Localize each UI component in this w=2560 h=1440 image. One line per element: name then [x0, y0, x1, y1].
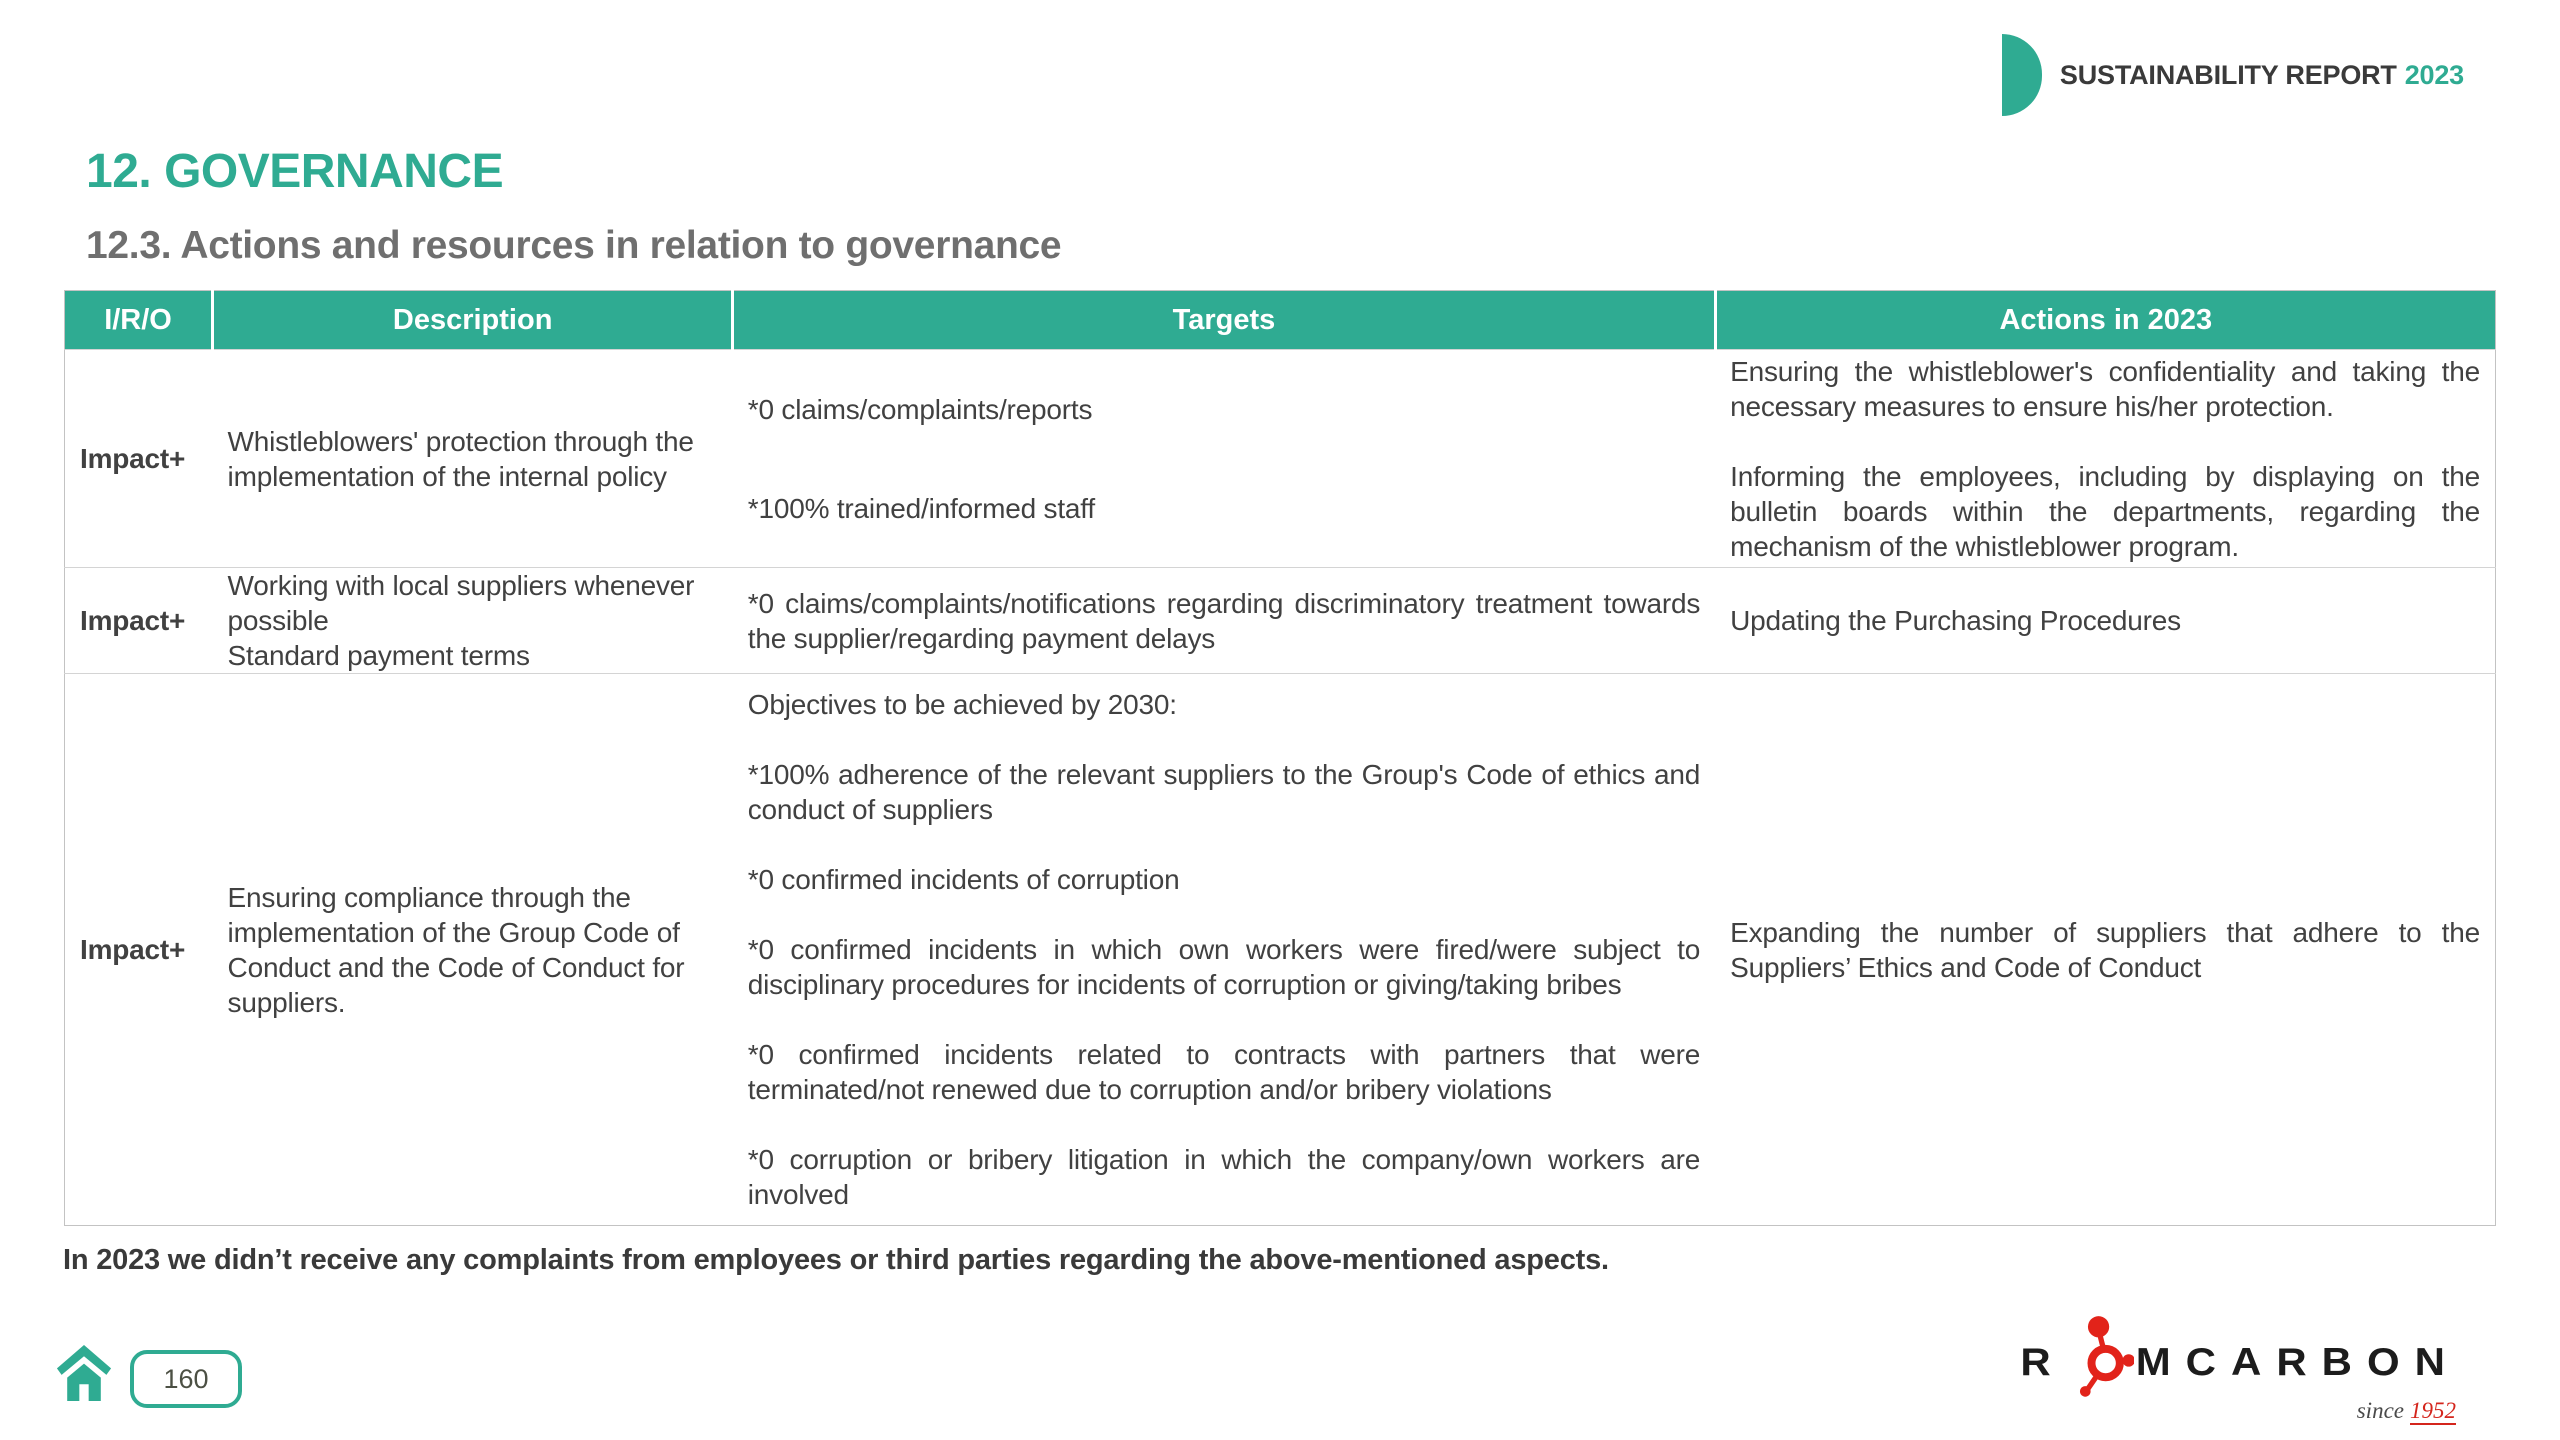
summary-note: In 2023 we didn’t receive any complaints from employees or third parties regarding the above-mentioned aspects.	[63, 1244, 1609, 1276]
report-year: 2023	[2404, 59, 2464, 90]
logo-letters: MCARBON	[2135, 1339, 2460, 1384]
tagline-year: 1952	[2410, 1398, 2456, 1423]
iro-cell: Impact+	[80, 605, 186, 636]
column-header-iro: I/R/O	[65, 291, 213, 350]
target-item: *0 claims/complaints/notifications regarding discriminatory treatment towards the supplier/regarding payment delays	[747, 587, 1701, 654]
page-title: 12. GOVERNANCE	[86, 145, 504, 198]
logo-letter-r: R	[2020, 1339, 2066, 1384]
target-item: *100% trained/informed staff	[747, 492, 1095, 524]
description-cell	[213, 568, 733, 674]
actions-cell	[1715, 350, 2495, 568]
page-number: 160	[163, 1363, 209, 1394]
report-title: SUSTAINABILITY REPORT	[2059, 59, 2397, 90]
target-item: Objectives to be achieved by 2030:	[747, 689, 1177, 720]
table-header-row	[65, 291, 2496, 350]
column-header-actions: Actions in 2023	[1715, 291, 2495, 350]
section-subtitle: 12.3. Actions and resources in relation to governance	[86, 224, 1062, 267]
logo-wordmark	[2020, 1318, 2460, 1406]
column-header-description: Description	[213, 291, 733, 350]
action-item: Updating the Purchasing Procedures	[1730, 605, 2181, 636]
iro-cell: Impact+	[80, 934, 186, 965]
page-number-badge	[130, 1350, 242, 1408]
column-header-targets: Targets	[733, 291, 1715, 350]
description-text: Standard payment terms	[227, 640, 530, 671]
action-item: Ensuring the whistleblower's confidentiality and taking the necessary measures to ensure his/her protection.	[1730, 355, 2480, 422]
action-item: Informing the employees, including by displaying on the bulletin boards within the departments, regarding the mechanism of the whistleblower program.	[1730, 460, 2480, 562]
actions-cell	[1715, 568, 2495, 674]
description-text: Ensuring compliance through the implementation of the Group Code of Conduct and the Code of Conduct for suppliers.	[227, 881, 685, 1018]
description-text: Working with local suppliers whenever possible	[227, 570, 695, 636]
tagline-word: since	[2356, 1398, 2404, 1423]
molecule-icon	[2072, 1312, 2134, 1400]
actions-cell	[1715, 674, 2495, 1226]
company-logo	[2020, 1318, 2460, 1424]
table-row	[65, 350, 2496, 568]
report-badge-text	[2060, 60, 2464, 91]
iro-cell: Impact+	[80, 443, 186, 474]
action-item: Expanding the number of suppliers that adhere to the Suppliers’ Ethics and Code of Conduct	[1730, 916, 2480, 983]
target-item: *0 confirmed incidents related to contracts with partners that were terminated/not renewed due to corruption and/or bribery violations	[747, 1039, 1701, 1105]
report-badge	[2002, 34, 2464, 116]
logo-tagline	[2020, 1398, 2456, 1424]
governance-table	[64, 290, 2496, 1226]
target-item: *0 corruption or bribery litigation in which the company/own workers are involved	[747, 1144, 1701, 1210]
target-item: *0 confirmed incidents of corruption	[747, 864, 1180, 895]
home-icon[interactable]	[56, 1342, 112, 1404]
description-text: Whistleblowers' protection through the implementation of the internal policy	[227, 425, 694, 492]
table-row	[65, 674, 2496, 1226]
target-item: *100% adherence of the relevant suppliers to the Group's Code of ethics and conduct of suppliers	[747, 759, 1701, 825]
target-item: *0 confirmed incidents in which own workers were fired/were subject to disciplinary procedures for incidents of corruption or giving/taking bribes	[747, 934, 1701, 1000]
description-cell	[213, 350, 733, 568]
targets-cell	[733, 568, 1715, 674]
table-row	[65, 568, 2496, 674]
targets-cell	[733, 674, 1715, 1226]
report-badge-icon	[2002, 34, 2042, 116]
targets-cell	[733, 350, 1715, 568]
description-cell	[213, 674, 733, 1226]
target-item: *0 claims/complaints/reports	[747, 393, 1093, 425]
